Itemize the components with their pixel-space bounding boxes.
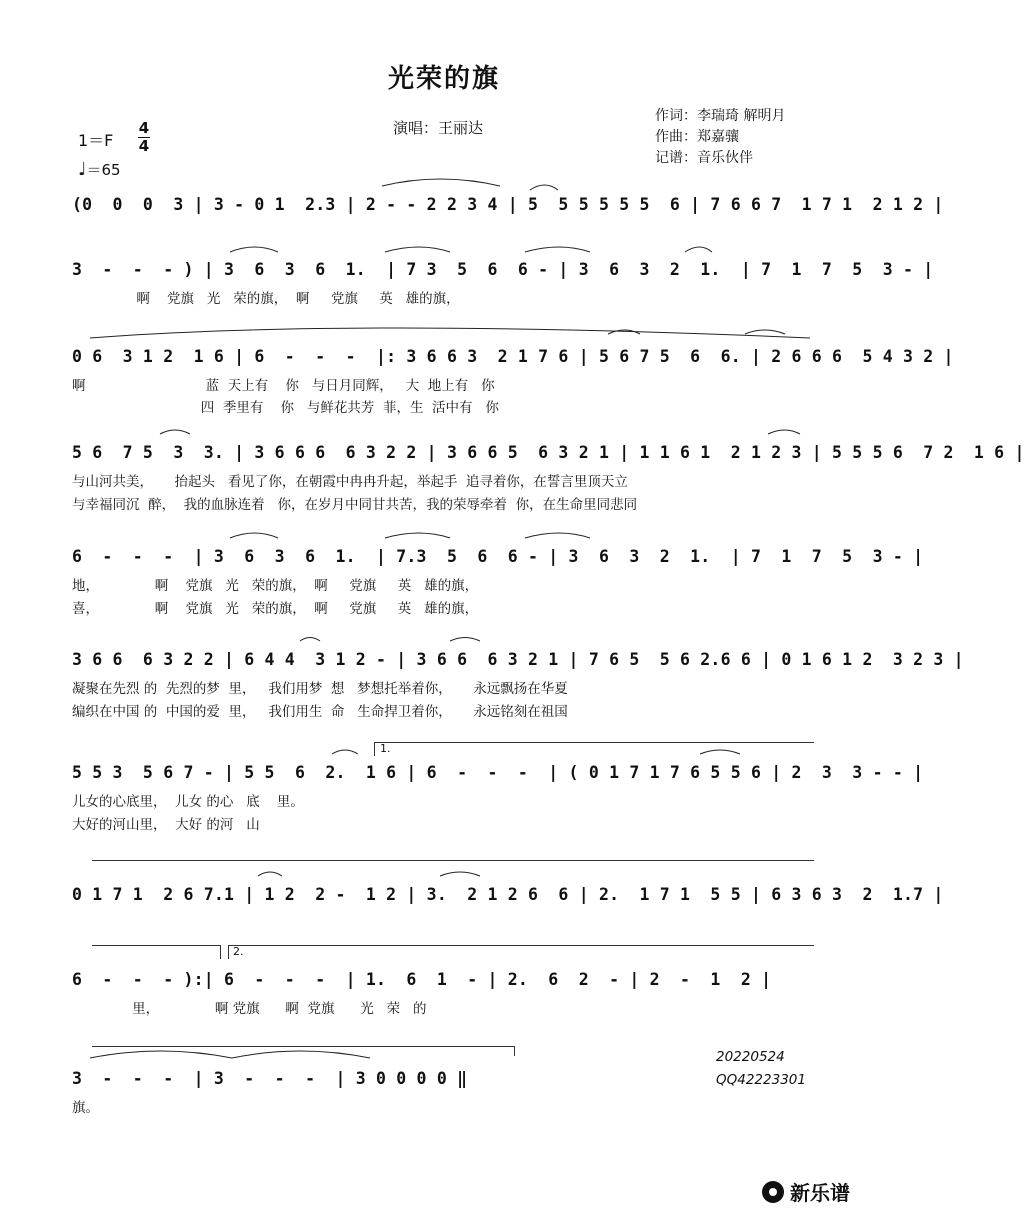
ending-bracket-edge <box>514 1046 515 1056</box>
quarter-note-icon: ♩ <box>78 159 87 180</box>
notation-row-9: 6 - - - ):| 6 - - - | 1. 6 1 - | 2. 6 2 - | 2 - 1 2 | <box>72 970 772 989</box>
lyric-row-9-verse-1: 里， 啊 党旗 啊 党旗 光 荣 的 <box>72 1001 427 1017</box>
brand-name: 新乐谱 <box>790 1181 850 1205</box>
notation-row-7: 5 5 3 5 6 7 - | 5 5 6 2. 1 6 | 6 - - - | ( 0 1 7 1 7 6 5 5 6 | 2 3 3 - - | <box>72 763 924 782</box>
slur-13 <box>385 533 450 538</box>
score-title: 光荣的旗 <box>387 64 500 94</box>
lyric-row-3-verse-2: 四 季里有 你 与鲜花共芳 菲，生 活中有 你 <box>72 400 499 416</box>
lyric-row-2-verse-1: 啊 党旗 光 荣的旗， 啊 党旗 英 雄的旗， <box>72 291 460 307</box>
lyric-row-7-verse-1: 儿女的心底里， 儿女 的心 底 里。 <box>72 794 304 810</box>
meter-bottom: 4 <box>138 137 150 155</box>
notation-row-5: 6 - - - | 3 6 3 6 1. | 7.3 5 6 6 - | 3 6 3 2 1. | 7 1 7 5 3 - | <box>72 547 924 566</box>
notation-row-2: 3 - - - ) | 3 6 3 6 1. | 7 3 5 6 6 - | 3 6 3 2 1. | 7 1 7 5 3 - | <box>72 260 934 279</box>
lyric-row-10-verse-1: 旗。 <box>72 1100 99 1116</box>
volta-2-bracket-edge <box>228 945 229 959</box>
key-signature: 1＝F <box>78 131 114 150</box>
lyric-row-7-verse-2: 大好的河山里， 大好 的河 山 <box>72 817 260 833</box>
slur-15 <box>300 638 320 642</box>
time-signature <box>138 120 150 155</box>
slur-10 <box>160 430 190 434</box>
lyric-row-6-verse-1: 凝聚在先烈 的 先烈的梦 里， 我们用梦 想 梦想托举着你， 永远飘扬在华夏 <box>72 681 568 697</box>
slur-19 <box>258 872 282 876</box>
slur-18 <box>700 750 740 754</box>
ending-bracket <box>92 1046 514 1047</box>
slur-5 <box>525 247 590 252</box>
lyric-row-6-verse-2: 编织在中国 的 中国的爱 里， 我们用生 命 生命捍卫着你， 永远铭刻在祖国 <box>72 704 568 720</box>
notation-row-10: 3 - - - | 3 - - - | 3 0 0 0 0 ‖ <box>72 1069 468 1088</box>
repeat-section-line <box>92 860 814 861</box>
volta-1-bracket-edge <box>374 742 375 756</box>
meter-top: 4 <box>138 119 150 137</box>
volta-2-label: 2. <box>233 945 244 958</box>
lyric-row-3-verse-1: 啊 蓝 天上有 你 与日月同辉， 大 地上有 你 <box>72 378 495 394</box>
notation-row-3: 0 6 3 1 2 1 6 | 6 - - - |: 3 6 6 3 2 1 7 6 | 5 6 7 5 6 6. | 2 6 6 6 5 4 3 2 | <box>72 347 954 366</box>
slur-21 <box>90 1051 232 1058</box>
slur-4 <box>385 247 450 252</box>
slur-6 <box>685 247 712 252</box>
tempo-value: ＝65 <box>86 161 121 179</box>
volta-1-bracket-end-edge <box>220 945 221 959</box>
slur-3 <box>230 247 278 252</box>
slur-20 <box>440 872 480 876</box>
slur-12 <box>230 533 278 538</box>
slur-17 <box>332 750 358 754</box>
slur-16 <box>450 638 480 642</box>
composer-credit: 作曲：郑嘉骧 <box>655 129 739 145</box>
transcriber-credit: 记谱：音乐伙伴 <box>655 150 753 166</box>
lyric-row-5-verse-1: 地， 啊 党旗 光 荣的旗， 啊 党旗 英 雄的旗， <box>72 578 479 594</box>
brand-logo <box>762 1177 850 1206</box>
notation-row-6: 3 6 6 6 3 2 2 | 6 4 4 3 1 2 - | 3 6 6 6 3 2 1 | 7 6 5 5 6 2.6 6 | 0 1 6 1 2 3 2 3 | <box>72 650 964 669</box>
lyric-row-4-verse-2: 与幸福同沉 醉， 我的血脉连着 你，在岁月中同甘共苦，我的荣辱牵着 你，在生命里同悲同 <box>72 497 638 513</box>
volta-1-bracket-end <box>92 945 220 946</box>
volta-1-bracket <box>374 742 814 743</box>
tempo-marking <box>78 159 121 180</box>
singer-credit: 演唱：王丽达 <box>393 119 484 137</box>
notation-row-4: 5 6 7 5 3 3. | 3 6 6 6 6 3 2 2 | 3 6 6 5 6 3 2 1 | 1 1 6 1 2 1 2 3 | 5 5 5 6 7 2 1 6 | <box>72 443 1025 462</box>
notation-row-1: (0 0 0 3 | 3 - 0 1 2.3 | 2 - - 2 2 3 4 | 5 5 5 5 5 5 6 | 7 6 6 7 1 7 1 2 1 2 | <box>72 195 944 214</box>
slur-8 <box>608 330 640 334</box>
volta-2-bracket <box>228 945 814 946</box>
slur-14 <box>525 533 590 538</box>
transcriber-qq: QQ42223301 <box>716 1072 806 1088</box>
slur-1 <box>382 179 500 186</box>
lyric-row-4-verse-1: 与山河共美， 抬起头 看见了你，在朝霞中冉冉升起，举起手 追寻着你，在誓言里顶天立 <box>72 474 628 490</box>
slur-9 <box>745 330 785 334</box>
slur-7 <box>90 328 810 338</box>
lyric-row-5-verse-2: 喜， 啊 党旗 光 荣的旗， 啊 党旗 英 雄的旗， <box>72 601 479 617</box>
transcription-date: 20220524 <box>716 1049 785 1065</box>
notation-row-8: 0 1 7 1 2 6 7.1 | 1 2 2 - 1 2 | 3. 2 1 2 6 6 | 2. 1 7 1 5 5 | 6 3 6 3 2 1.7 | <box>72 885 944 904</box>
vinyl-record-icon <box>762 1181 784 1203</box>
slur-11 <box>768 430 800 434</box>
slur-22 <box>232 1051 370 1058</box>
lyricist-credit: 作词：李瑞琦 解明月 <box>655 108 786 124</box>
volta-1-label: 1. <box>380 742 391 755</box>
